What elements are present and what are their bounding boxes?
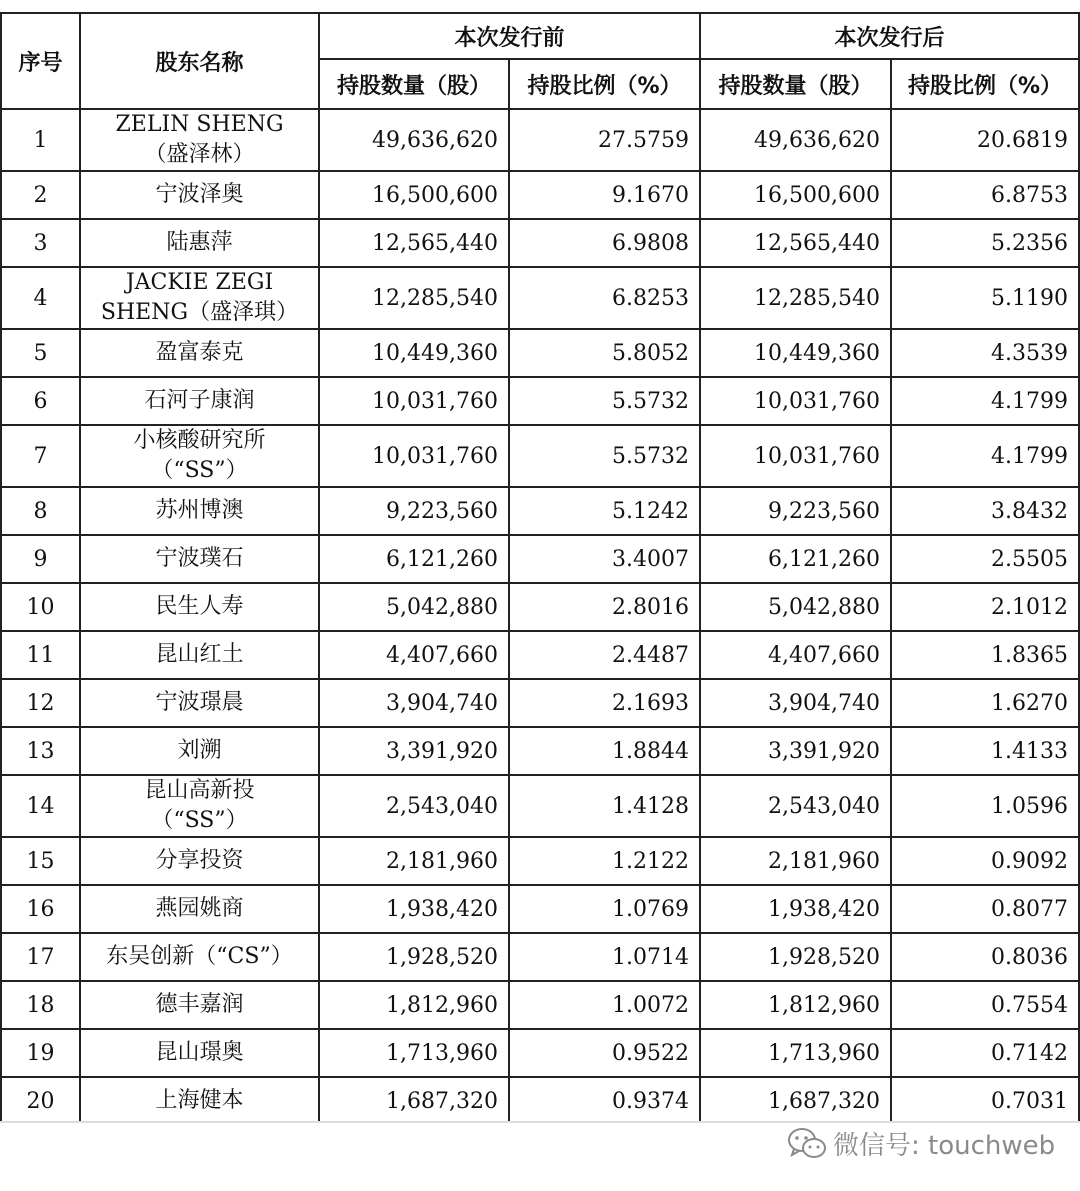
row-shares-after: 1,938,420 xyxy=(700,885,891,933)
row-seq: 19 xyxy=(1,1029,80,1077)
row-name xyxy=(80,487,319,535)
row-name-line: 民生人寿 xyxy=(155,594,244,619)
row-seq: 10 xyxy=(1,583,80,631)
table-row xyxy=(1,535,1079,583)
shareholder-table xyxy=(0,12,1080,1122)
row-shares-before: 10,031,760 xyxy=(319,377,509,425)
table-body xyxy=(1,109,1079,1122)
row-ratio-after: 0.7554 xyxy=(891,981,1079,1029)
row-ratio-after: 2.1012 xyxy=(891,583,1079,631)
row-ratio-before: 5.5732 xyxy=(509,377,700,425)
row-name-line: （“SS”） xyxy=(151,458,248,483)
row-shares-after: 2,543,040 xyxy=(700,775,891,837)
row-shares-before: 5,042,880 xyxy=(319,583,509,631)
row-name-line: 陆惠萍 xyxy=(166,230,233,255)
table-row xyxy=(1,727,1079,775)
table-row xyxy=(1,631,1079,679)
row-ratio-before: 1.0769 xyxy=(509,885,700,933)
row-shares-before: 3,391,920 xyxy=(319,727,509,775)
row-name-line: （“SS”） xyxy=(151,808,248,833)
row-name xyxy=(80,329,319,377)
row-name-line: 分享投资 xyxy=(155,848,244,873)
table-row xyxy=(1,425,1079,487)
row-name-line: 宁波泽奥 xyxy=(155,182,244,207)
row-seq: 2 xyxy=(1,171,80,219)
row-ratio-after: 4.1799 xyxy=(891,425,1079,487)
row-shares-after: 2,181,960 xyxy=(700,837,891,885)
table-row xyxy=(1,837,1079,885)
row-seq: 11 xyxy=(1,631,80,679)
row-name xyxy=(80,219,319,267)
row-ratio-after: 1.0596 xyxy=(891,775,1079,837)
row-shares-after: 1,687,320 xyxy=(700,1077,891,1122)
watermark-text: 微信号: touchweb xyxy=(833,1131,1056,1161)
row-ratio-before: 0.9374 xyxy=(509,1077,700,1122)
row-name xyxy=(80,775,319,837)
row-shares-after: 49,636,620 xyxy=(700,109,891,171)
table-row xyxy=(1,267,1079,329)
table-row xyxy=(1,583,1079,631)
row-name xyxy=(80,535,319,583)
row-name xyxy=(80,109,319,171)
header-ratio-before: 持股比例（%） xyxy=(509,59,700,109)
row-ratio-before: 1.0714 xyxy=(509,933,700,981)
row-name xyxy=(80,583,319,631)
row-shares-before: 2,181,960 xyxy=(319,837,509,885)
row-shares-after: 1,928,520 xyxy=(700,933,891,981)
row-shares-before: 12,285,540 xyxy=(319,267,509,329)
table-row xyxy=(1,377,1079,425)
row-ratio-before: 5.8052 xyxy=(509,329,700,377)
row-shares-before: 6,121,260 xyxy=(319,535,509,583)
row-shares-before: 10,031,760 xyxy=(319,425,509,487)
row-seq: 3 xyxy=(1,219,80,267)
row-name-line: 昆山红土 xyxy=(155,642,244,667)
row-name-line: 昆山璟奥 xyxy=(155,1040,244,1065)
row-ratio-after: 0.7142 xyxy=(891,1029,1079,1077)
row-ratio-before: 5.5732 xyxy=(509,425,700,487)
row-shares-before: 1,687,320 xyxy=(319,1077,509,1122)
row-name-line: 德丰嘉润 xyxy=(155,992,244,1017)
header-name: 股东名称 xyxy=(80,13,319,109)
table-row xyxy=(1,487,1079,535)
row-name xyxy=(80,679,319,727)
row-name-line: （盛泽林） xyxy=(144,142,255,167)
row-shares-before: 1,928,520 xyxy=(319,933,509,981)
row-name-line: 上海健本 xyxy=(155,1088,244,1113)
row-name xyxy=(80,885,319,933)
row-ratio-after: 1.4133 xyxy=(891,727,1079,775)
row-name-line: 宁波璞石 xyxy=(155,546,244,571)
row-ratio-before: 2.8016 xyxy=(509,583,700,631)
row-seq: 4 xyxy=(1,267,80,329)
row-name xyxy=(80,727,319,775)
row-seq: 13 xyxy=(1,727,80,775)
row-name xyxy=(80,837,319,885)
table-row xyxy=(1,219,1079,267)
row-name-line: ZELIN SHENG xyxy=(115,112,284,137)
row-ratio-after: 3.8432 xyxy=(891,487,1079,535)
row-ratio-before: 5.1242 xyxy=(509,487,700,535)
row-shares-before: 3,904,740 xyxy=(319,679,509,727)
row-ratio-before: 3.4007 xyxy=(509,535,700,583)
row-seq: 9 xyxy=(1,535,80,583)
row-ratio-before: 1.8844 xyxy=(509,727,700,775)
row-name-line: JACKIE ZEGI xyxy=(125,270,274,295)
row-seq: 8 xyxy=(1,487,80,535)
row-ratio-after: 4.3539 xyxy=(891,329,1079,377)
row-name xyxy=(80,631,319,679)
row-name-line: 东吴创新（“CS”） xyxy=(106,944,293,969)
row-shares-after: 10,031,760 xyxy=(700,425,891,487)
row-seq: 18 xyxy=(1,981,80,1029)
header-shares-after: 持股数量（股） xyxy=(700,59,891,109)
row-ratio-after: 6.8753 xyxy=(891,171,1079,219)
row-seq: 5 xyxy=(1,329,80,377)
table-row xyxy=(1,109,1079,171)
header-before: 本次发行前 xyxy=(319,13,700,59)
row-ratio-before: 27.5759 xyxy=(509,109,700,171)
row-seq: 6 xyxy=(1,377,80,425)
row-name-line: 苏州博澳 xyxy=(155,498,244,523)
row-name xyxy=(80,981,319,1029)
header-after: 本次发行后 xyxy=(700,13,1079,59)
table-row xyxy=(1,1077,1079,1122)
row-name xyxy=(80,425,319,487)
row-shares-before: 9,223,560 xyxy=(319,487,509,535)
row-shares-after: 1,713,960 xyxy=(700,1029,891,1077)
row-name-line: 小核酸研究所 xyxy=(133,428,266,453)
row-shares-after: 9,223,560 xyxy=(700,487,891,535)
row-shares-before: 1,713,960 xyxy=(319,1029,509,1077)
row-seq: 14 xyxy=(1,775,80,837)
row-shares-after: 16,500,600 xyxy=(700,171,891,219)
row-name xyxy=(80,377,319,425)
row-ratio-before: 6.9808 xyxy=(509,219,700,267)
row-ratio-after: 5.2356 xyxy=(891,219,1079,267)
table-row xyxy=(1,171,1079,219)
row-seq: 15 xyxy=(1,837,80,885)
row-ratio-before: 1.0072 xyxy=(509,981,700,1029)
wechat-icon xyxy=(787,1127,827,1161)
table-row xyxy=(1,775,1079,837)
row-seq: 16 xyxy=(1,885,80,933)
row-seq: 20 xyxy=(1,1077,80,1122)
table-row xyxy=(1,933,1079,981)
row-shares-after: 3,391,920 xyxy=(700,727,891,775)
row-shares-before: 16,500,600 xyxy=(319,171,509,219)
row-shares-after: 3,904,740 xyxy=(700,679,891,727)
row-ratio-after: 20.6819 xyxy=(891,109,1079,171)
row-name-line: 昆山高新投 xyxy=(144,778,255,803)
row-ratio-after: 0.8077 xyxy=(891,885,1079,933)
row-name-line: 宁波璟晨 xyxy=(155,690,244,715)
row-ratio-after: 0.8036 xyxy=(891,933,1079,981)
row-shares-before: 4,407,660 xyxy=(319,631,509,679)
row-name-line: 盈富泰克 xyxy=(155,340,244,365)
row-shares-after: 12,285,540 xyxy=(700,267,891,329)
row-ratio-after: 1.8365 xyxy=(891,631,1079,679)
row-shares-before: 49,636,620 xyxy=(319,109,509,171)
row-shares-before: 10,449,360 xyxy=(319,329,509,377)
row-name-line: 石河子康润 xyxy=(144,388,255,413)
row-ratio-after: 5.1190 xyxy=(891,267,1079,329)
watermark xyxy=(787,1125,1055,1162)
row-shares-before: 12,565,440 xyxy=(319,219,509,267)
row-shares-after: 6,121,260 xyxy=(700,535,891,583)
row-ratio-before: 2.1693 xyxy=(509,679,700,727)
row-ratio-before: 0.9522 xyxy=(509,1029,700,1077)
header-seq: 序号 xyxy=(1,13,80,109)
row-ratio-after: 1.6270 xyxy=(891,679,1079,727)
row-ratio-before: 9.1670 xyxy=(509,171,700,219)
row-seq: 12 xyxy=(1,679,80,727)
row-shares-after: 10,449,360 xyxy=(700,329,891,377)
row-ratio-after: 0.9092 xyxy=(891,837,1079,885)
row-name-line: 刘溯 xyxy=(177,738,222,763)
row-ratio-after: 4.1799 xyxy=(891,377,1079,425)
row-shares-after: 4,407,660 xyxy=(700,631,891,679)
table-row xyxy=(1,981,1079,1029)
row-seq: 1 xyxy=(1,109,80,171)
row-shares-after: 10,031,760 xyxy=(700,377,891,425)
row-name-line: 燕园姚商 xyxy=(155,896,244,921)
row-name xyxy=(80,267,319,329)
row-name xyxy=(80,1029,319,1077)
table-row xyxy=(1,1029,1079,1077)
header-shares-before: 持股数量（股） xyxy=(319,59,509,109)
table-row xyxy=(1,679,1079,727)
row-name xyxy=(80,171,319,219)
row-ratio-before: 2.4487 xyxy=(509,631,700,679)
row-name xyxy=(80,933,319,981)
row-ratio-before: 1.4128 xyxy=(509,775,700,837)
row-shares-before: 2,543,040 xyxy=(319,775,509,837)
row-ratio-after: 2.5505 xyxy=(891,535,1079,583)
row-shares-before: 1,812,960 xyxy=(319,981,509,1029)
header-row-1 xyxy=(1,13,1079,59)
table-row xyxy=(1,885,1079,933)
row-name xyxy=(80,1077,319,1122)
row-shares-before: 1,938,420 xyxy=(319,885,509,933)
row-shares-after: 12,565,440 xyxy=(700,219,891,267)
row-ratio-after: 0.7031 xyxy=(891,1077,1079,1122)
row-shares-after: 1,812,960 xyxy=(700,981,891,1029)
row-shares-after: 5,042,880 xyxy=(700,583,891,631)
row-ratio-before: 6.8253 xyxy=(509,267,700,329)
header-ratio-after: 持股比例（%） xyxy=(891,59,1079,109)
divider xyxy=(0,1121,1080,1123)
row-ratio-before: 1.2122 xyxy=(509,837,700,885)
row-name-line: SHENG（盛泽琪） xyxy=(100,300,299,325)
row-seq: 7 xyxy=(1,425,80,487)
table-row xyxy=(1,329,1079,377)
row-seq: 17 xyxy=(1,933,80,981)
